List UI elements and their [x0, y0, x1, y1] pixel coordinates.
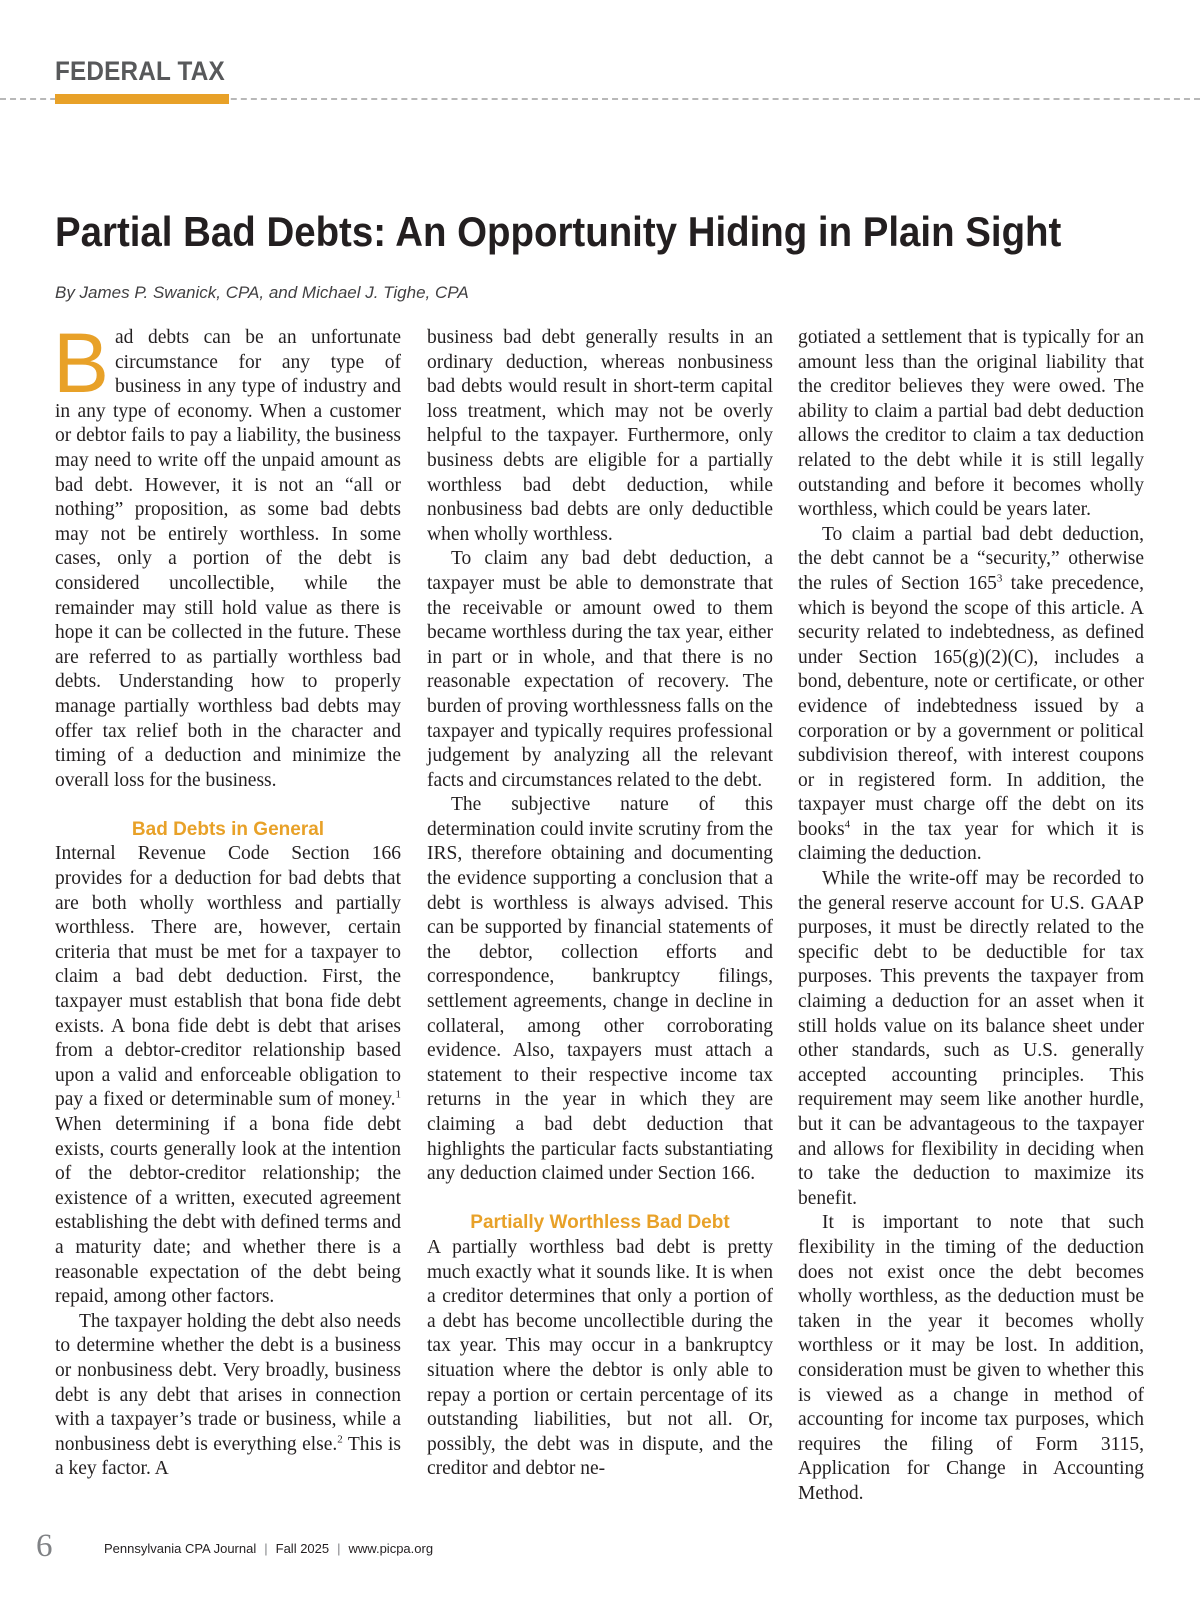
article-column-1 — [53, 316, 401, 1482]
body-paragraph: While the write-off may be recorded to the general reserve account for U.S. GAAP purposes, it must be directly related to the specific debt to be deductible for tax purposes. This prevents the taxpayer from claiming a deduction for an asset when it still holds value on its balance sheet under other standards, such as U.S. generally accepted accounting principles. This requirement may seem like another hurdle, but it can be advantageous to the taxpayer and allows for flexibility in deciding when to take the deduction to maximize its benefit. — [798, 868, 1144, 1209]
footer-publication-line — [104, 1541, 433, 1556]
body-text: The taxpayer holding the debt also needs to determine whether the debt is a business or nonbusiness debt. Very broadly, business debt is any debt that arises in connection with a taxpayer’s trade or business, while a nonbusiness debt is everything else. — [55, 1310, 401, 1455]
body-text: Internal Revenue Code Section 166 provides for a deduction for bad debts that are both wholly worthless and partially worthless. There are, however, certain criteria that must be met for a taxpayer to claim a bad debt deduction. First, the taxpayer must establish that bona fide debt exists. A bona fide debt is debt that arises from a debtor-creditor relationship based upon a valid and enforceable obligation to pay a fixed or determinable sum of money. — [55, 843, 401, 1111]
footer-separator: | — [337, 1541, 341, 1556]
body-paragraph — [55, 1310, 401, 1482]
section-header — [55, 56, 244, 87]
body-paragraph — [55, 842, 401, 1309]
footer-issue: Fall 2025 — [275, 1541, 330, 1556]
article-byline: By James P. Swanick, CPA, and Michael J. Tighe, CPA — [55, 283, 469, 302]
footer-separator: | — [264, 1541, 268, 1556]
footnote-ref-1: 1 — [395, 1088, 401, 1101]
footer-publication: Pennsylvania CPA Journal — [104, 1541, 257, 1556]
intro-text: ad debts can be an unfortunate circumstance for any type of business in any type of industry and in any type of economy. When a customer or debtor fails to pay a liability, the business may need to write off the unpaid amount as bad debt. However, it is not an “all or nothing” proposition, as some bad debts may not be entirely worthless. In some cases, only a portion of the debt is considered uncollectible, while the remainder may still hold value as there is hope it can be collected in the future. These are referred to as partially worthless bad debts. Understanding how to properly manage partially worthless bad debts may offer tax relief both in the character and timing of a deduction and minimize the overall loss for the business. — [55, 327, 401, 791]
body-text: in the tax year for which it is claiming the deduction. — [798, 818, 1144, 865]
page-footer — [0, 1528, 1200, 1568]
footnote-ref-3: 3 — [996, 572, 1003, 585]
body-paragraph: To claim any bad debt deduction, a taxpayer must be able to demonstrate that the receivable or amount owed to them became worthless during the tax year, either in part or in whole, and that there is no reasonable expectation of recovery. The burden of proving worthlessness falls on the taxpayer and typically requires professional judgement by analyzing all the relevant facts and circumstances related to the debt. — [427, 548, 773, 791]
page-number: 6 — [36, 1528, 53, 1564]
intro-paragraph — [53, 316, 401, 793]
body-paragraph: A partially worthless bad debt is pretty much exactly what it sounds like. It is when a creditor determines that only a portion of a debt has become uncollectible during the tax year. This may occur in a bankruptcy situation where the debtor is only able to repay a portion or certain percentage of its outstanding liabilities, but not all. Or, possibly, the debt was in dispute, and the creditor and debtor ne- — [427, 1236, 773, 1480]
footnote-ref-2: 2 — [337, 1433, 343, 1446]
body-paragraph — [798, 523, 1144, 867]
body-paragraph: gotiated a settlement that is typically for an amount less than the original liability that the creditor believes they were owed. The ability to claim a partial bad debt deduction allows the creditor to claim a tax deduction related to the debt while it is still legally outstanding and before it becomes wholly worthless, which could be years later. — [798, 327, 1144, 521]
subheading-bad-debts-in-general: Bad Debts in General — [131, 818, 325, 840]
subheading-partially-worthless-bad-debt: Partially Worthless Bad Debt — [470, 1212, 730, 1234]
article-column-3 — [798, 326, 1144, 1507]
body-text: take precedence, which is beyond the scope of this article. A security related to indebtedness, as defined under Section 165(g)(2)(C), includes a bond, debenture, note or certificate, or other evidence of indebtedness issued by a corporation or by a government or political subdivision thereof, with interest coupons or in registered form. In addition, the taxpayer must charge off the debt on its books — [798, 572, 1145, 840]
article-title: Partial Bad Debts: An Opportunity Hiding in Plain Sight — [55, 208, 1062, 255]
body-text: This is a key factor. A — [55, 1433, 401, 1480]
section-title: FEDERAL TAX — [55, 56, 225, 86]
drop-cap: B — [53, 316, 110, 410]
body-text: To claim a partial bad debt deduction, the debt cannot be a “security,” otherwise the rules of Section 165 — [798, 523, 1144, 594]
section-accent-bar — [55, 94, 229, 104]
footer-website[interactable]: www.picpa.org — [348, 1541, 434, 1556]
footnote-ref-4: 4 — [844, 818, 851, 831]
article-column-2 — [427, 326, 773, 1482]
body-paragraph: business bad debt generally results in an ordinary deduction, whereas nonbusiness bad debts would result in short-term capital loss treatment, which may not be overly helpful to the taxpayer. Furthermore, only business debts are eligible for a partially worthless bad debt deduction, while nonbusiness bad debts are only deductible when wholly worthless. — [427, 327, 773, 545]
body-paragraph: It is important to note that such flexibility in the timing of the deduction does not exist once the debt becomes wholly worthless, as the deduction must be taken in the year it becomes wholly worthless or it may be lost. In addition, consideration must be given to whether this is viewed as a change in method of accounting for income tax purposes, which requires the filing of Form 3115, Application for Change in Accounting Method. — [798, 1212, 1144, 1504]
body-paragraph: The subjective nature of this determination could invite scrutiny from the IRS, therefore obtaining and documenting the evidence supporting a conclusion that a debt is worthless is always advised. This can be supported by financial statements of the debtor, collection efforts and correspondence, bankruptcy filings, settlement agreements, change in decline in collateral, among other corroborating evidence. Also, taxpayers must attach a statement to their respective income tax returns in the year in which they are claiming a bad debt deduction that highlights the particular facts substantiating any deduction claimed under Section 166. — [427, 794, 773, 1185]
body-text: When determining if a bona fide debt exists, courts generally look at the intention of the debtor-creditor relationship; the existence of a written, executed agreement establishing the debt with defined terms and a maturity date; and whether there is a reasonable expectation of the debt being repaid, among other factors. — [55, 1114, 401, 1308]
